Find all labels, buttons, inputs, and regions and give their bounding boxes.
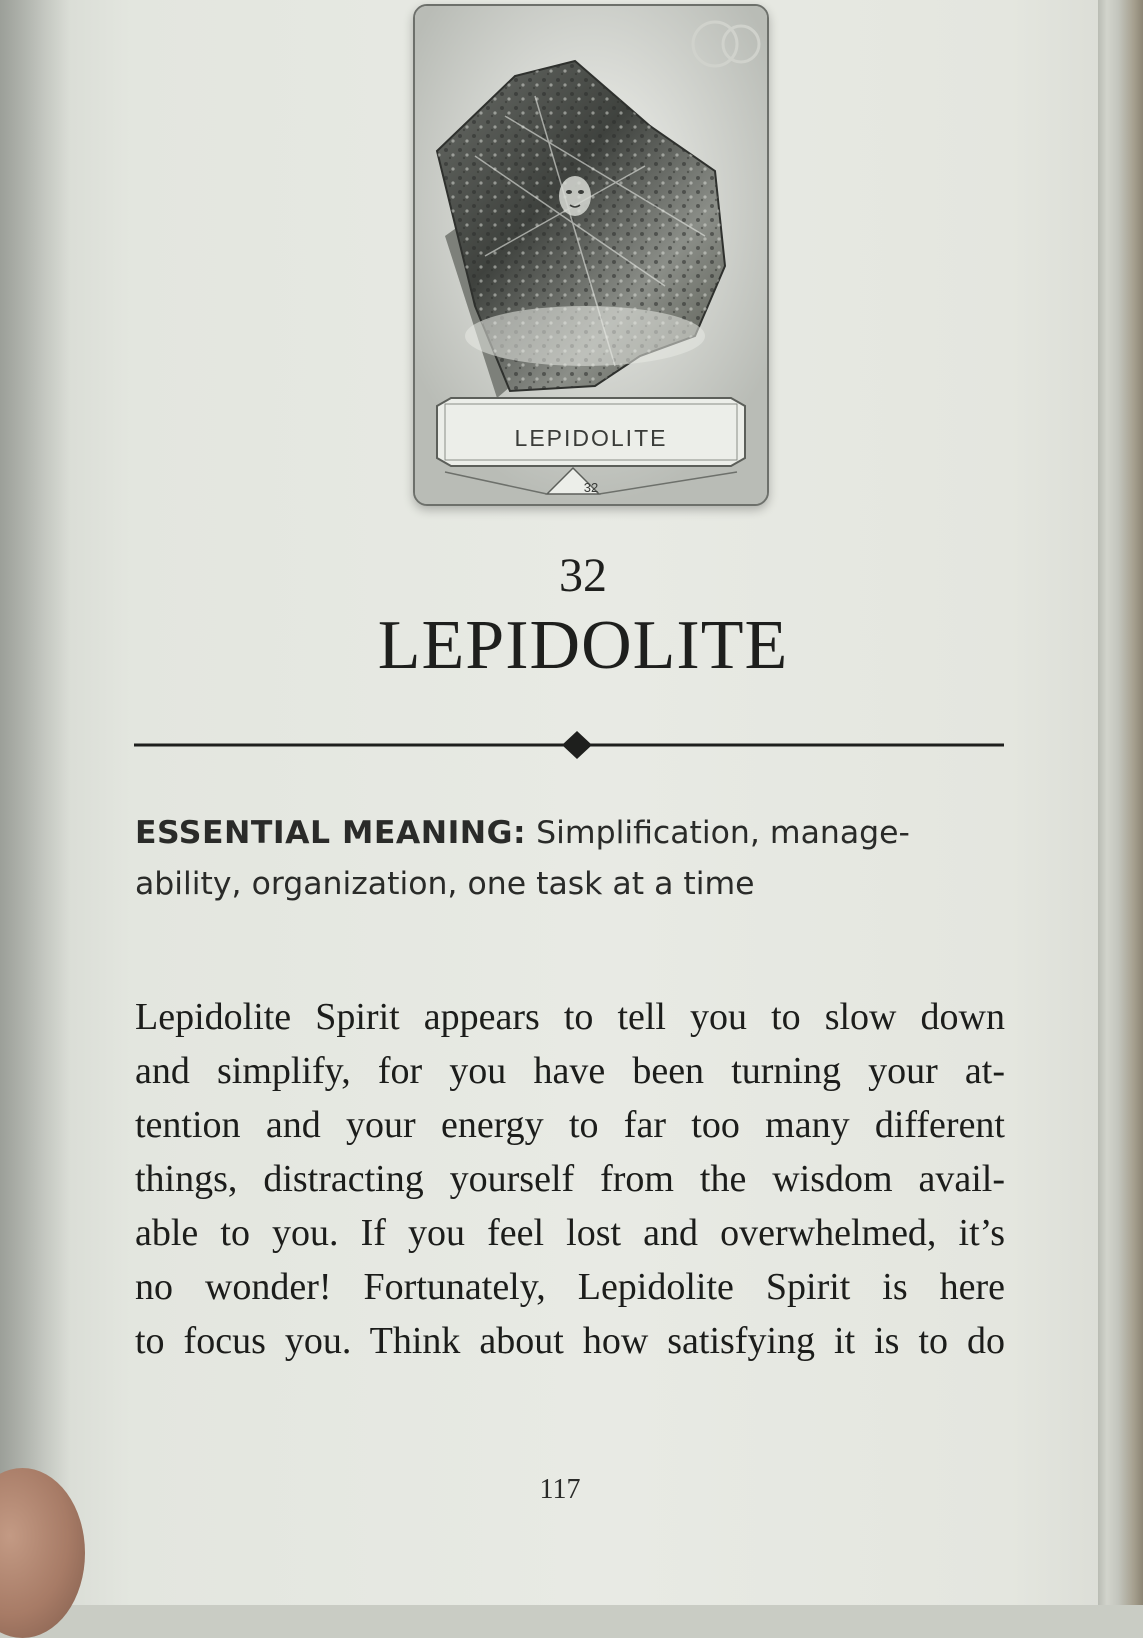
body-line: things, distracting yourself from the wisdom avail-	[135, 1158, 1005, 1200]
diamond-divider	[134, 730, 1004, 760]
card-index-number: 32	[559, 549, 607, 602]
essential-meaning-line-1: Simplification, manage-	[536, 815, 910, 851]
body-line: no wonder! Fortunately, Lepidolite Spirit is here	[135, 1266, 1005, 1308]
body-line: tention and your energy to far too many different	[135, 1104, 1005, 1146]
essential-meaning-line-2: ability, organization, one task at a time	[135, 866, 755, 902]
oracle-card-image	[413, 4, 769, 506]
body-line: able to you. If you feel lost and overwhelmed, it’s	[135, 1212, 1005, 1254]
book-edge	[1098, 0, 1143, 1605]
body-line: and simplify, for you have been turning your at-	[135, 1050, 1005, 1092]
essential-meaning	[135, 808, 1005, 910]
spine-shadow	[0, 0, 70, 1605]
body-paragraph	[135, 990, 1005, 1368]
page-title: LEPIDOLITE	[377, 607, 789, 684]
card-number-label: 32	[583, 480, 599, 495]
body-line: Lepidolite Spirit appears to tell you to slow down	[135, 996, 1005, 1038]
page-number: 117	[539, 1474, 581, 1505]
card-name-label: LEPIDOLITE	[514, 425, 668, 451]
essential-meaning-label: ESSENTIAL MEANING:	[135, 815, 527, 851]
body-line: to focus you. Think about how satisfying it is to do	[135, 1320, 1005, 1362]
